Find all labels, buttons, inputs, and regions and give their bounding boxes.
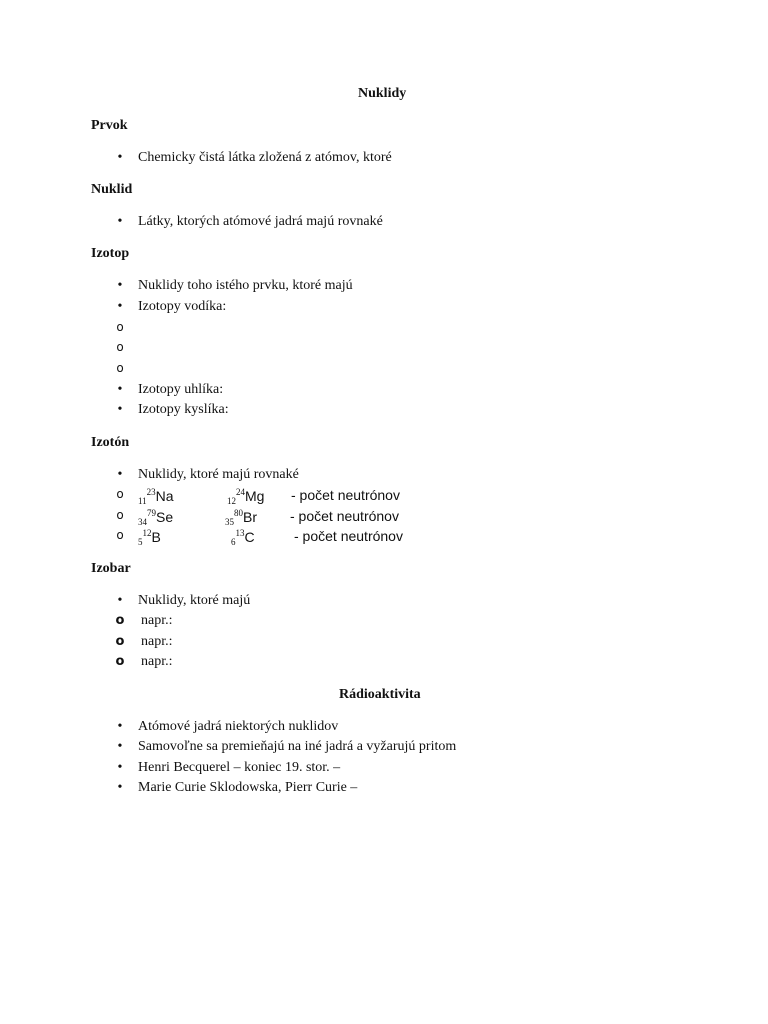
bullet-icon <box>113 780 127 796</box>
heading-nuklid: Nuklid <box>91 182 133 197</box>
neutron-note: - počet neutrónov <box>291 487 400 503</box>
bullet-icon <box>113 719 127 735</box>
bullet-icon <box>113 760 127 776</box>
nuclide-left: $_{11}^{23}$Na <box>138 487 174 506</box>
list-item-text: Henri Becquerel – koniec 19. stor. – <box>138 760 341 775</box>
list-item-text: Izotopy kyslíka: <box>138 402 229 417</box>
bullet-icon <box>113 382 127 398</box>
bullet-icon <box>113 278 127 294</box>
circle-bullet-icon <box>113 361 127 377</box>
bullet-icon <box>113 299 127 315</box>
heading-prvok: Prvok <box>91 118 128 133</box>
circle-bullet-icon <box>113 487 127 503</box>
list-item-text: Marie Curie Sklodowska, Pierr Curie – <box>138 780 358 795</box>
bullet-icon <box>113 402 127 418</box>
bullet-icon <box>113 739 127 755</box>
bullet-icon <box>113 467 127 483</box>
list-item-text: Atómové jadrá niektorých nuklidov <box>138 719 339 734</box>
bullet-icon <box>113 214 127 230</box>
circle-bullet-icon <box>113 340 127 356</box>
neutron-note: - počet neutrónov <box>294 528 403 544</box>
heading-izotop: Izotop <box>91 246 130 261</box>
document-title: Nuklidy <box>358 86 407 101</box>
nuclide-left: $_{34}^{79}$Se <box>138 508 174 527</box>
list-item-text: napr.: <box>141 654 173 669</box>
nuclide-right: $_6^{13}$C <box>231 528 255 547</box>
nuclide-left: $_5^{12}$B <box>138 528 161 547</box>
list-item-text: napr.: <box>141 613 173 628</box>
heading-radioaktivita: Rádioaktivita <box>339 687 421 702</box>
heading-izoton: Izotón <box>91 435 130 450</box>
nuclide-right: $_{35}^{80}$Br <box>225 508 257 527</box>
circle-bullet-icon <box>113 508 127 524</box>
circle-bullet-icon <box>113 613 127 629</box>
list-item-text: napr.: <box>141 634 173 649</box>
list-item-text: Nuklidy, ktoré majú <box>138 593 251 608</box>
circle-bullet-icon <box>113 654 127 670</box>
list-item-text: Nuklidy, ktoré majú rovnaké <box>138 467 299 482</box>
circle-bullet-icon <box>113 528 127 544</box>
bullet-icon <box>113 593 127 609</box>
list-item-text: Látky, ktorých atómové jadrá majú rovnaké <box>138 214 383 229</box>
neutron-note: - počet neutrónov <box>290 508 399 524</box>
circle-bullet-icon <box>113 634 127 650</box>
list-item-text: Samovoľne sa premieňajú na iné jadrá a vyžarujú pritom <box>138 739 457 754</box>
circle-bullet-icon <box>113 320 127 336</box>
list-item-text: Izotopy uhlíka: <box>138 382 224 397</box>
list-item-text: Izotopy vodíka: <box>138 299 227 314</box>
nuclide-right: $_{12}^{24}$Mg <box>227 487 265 506</box>
bullet-icon <box>113 150 127 166</box>
list-item-text: Chemicky čistá látka zložená z atómov, ktoré <box>138 150 392 165</box>
heading-izobar: Izobar <box>91 561 131 576</box>
list-item-text: Nuklidy toho istého prvku, ktoré majú <box>138 278 353 293</box>
